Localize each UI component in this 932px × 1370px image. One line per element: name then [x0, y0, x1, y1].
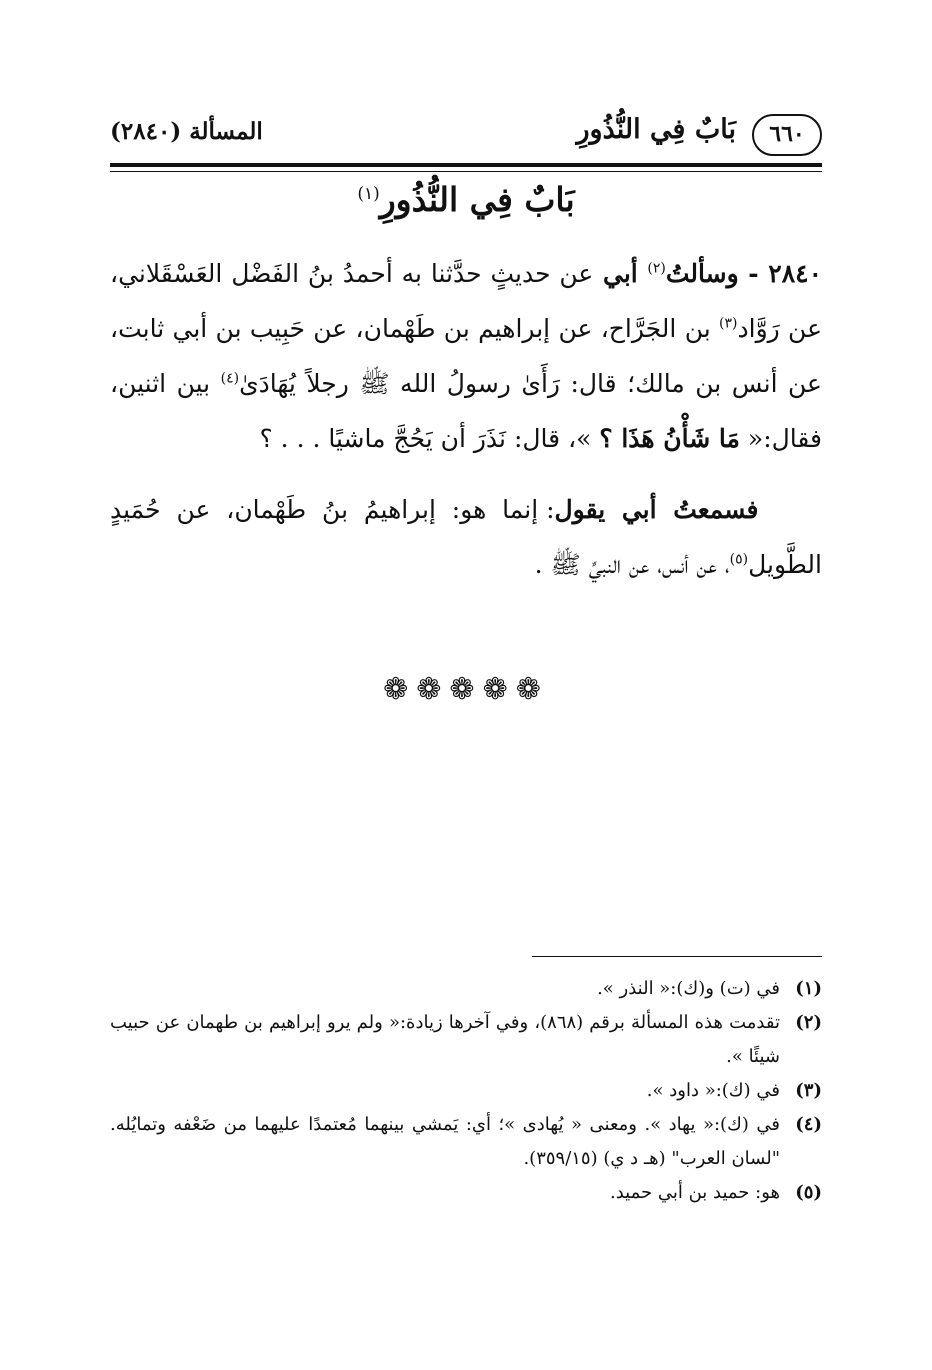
footnote-number: (٣) — [795, 1080, 822, 1101]
issue-label: المسألة (٢٨٤٠) — [110, 118, 263, 145]
text-span: ، عن أنس، عن النبيِّ ﷺ . — [534, 550, 730, 579]
footnote-ref-4: (٤) — [220, 370, 240, 387]
footnote-text: هو: حميد بن أبي حميد. — [609, 1182, 780, 1203]
narrator: أبي — [593, 259, 648, 288]
footnotes — [110, 972, 822, 1210]
footnote-separator — [532, 956, 822, 957]
footnote-ref-3: (٣) — [719, 315, 738, 332]
footnote-number: (١) — [795, 978, 822, 999]
paragraph-1 — [110, 246, 822, 466]
hadith-quote: مَا شَأْنُ هَذَا ؟ — [599, 424, 740, 453]
footnote-ref-5: (٥) — [729, 551, 749, 568]
section-ornaments: ❁❁❁❁❁ — [383, 672, 549, 707]
header-rule-thick — [110, 163, 822, 167]
paragraph-2 — [110, 482, 822, 592]
footnote-text: في (ت) و(ك):« النذر ». — [597, 978, 780, 999]
footnote-ref-2: (٢) — [647, 260, 666, 277]
footnote-number: (٤) — [795, 1114, 822, 1135]
text-span: عن حديثٍ حدَّثنا به أحمدُ بنُ الفَضْل العَسْقَلاني، عن رَوَّاد — [110, 259, 822, 343]
paragraph-lead: فسمعتُ أبي يقول — [554, 495, 759, 524]
text-span: »، قال: نَذَرَ أن يَحُجَّ ماشيًا . . . ؟ — [259, 424, 600, 453]
footnote-item — [110, 1108, 822, 1176]
footnote-item — [110, 972, 822, 1006]
footnote-item — [110, 1074, 822, 1108]
footnote-ref-1: (١) — [357, 184, 380, 204]
footnote-text: في (ك):« يهاد ». ومعنى « يُهادى »؛ أي: يَمشي بينهما مُعتمدًا عليهما من ضَعْفه وتمايُله. "لسان العرب" (هـ د ي) (٣٥٩/١٥). — [110, 1114, 780, 1169]
main-text — [110, 246, 822, 592]
footnote-text: في (ك):« داود ». — [646, 1080, 780, 1101]
footnote-text: تقدمت هذه المسألة برقم (٨٦٨)، وفي آخرها زيادة:« ولم يرو إبراهيم بن طهمان عن حبيب شيئًا ». — [110, 1012, 780, 1067]
footnote-number: (٥) — [795, 1182, 822, 1203]
running-title: بَابٌ فِي النُّذُورِ — [576, 114, 736, 145]
issue-number: ٢٨٤٠ - وسألتُ — [665, 259, 823, 288]
chapter-title: بَابٌ فِي النُّذُورِ — [379, 180, 575, 219]
chapter-heading — [110, 180, 822, 219]
footnote-item — [110, 1006, 822, 1074]
footnote-number: (٢) — [795, 1012, 822, 1033]
text-span: بين اثنين، فقال:« — [110, 369, 822, 453]
text-span: : إنما هو: إبراهيمُ بنُ طَهْمان، عن حُمَيدٍ الطَّويل — [110, 495, 822, 579]
page-header — [110, 112, 822, 160]
page-number: ٦٦٠ — [752, 114, 822, 156]
header-rule-thin — [110, 171, 822, 172]
text-span: بن الجَرَّاح، عن إبراهيم بن طَهْمان، عن حَبِيب بن أبي ثابت، عن أنس بن مالك؛ قال: رَأَىٰ رسولُ الله ﷺ رجلاً يُهَادَىٰ — [110, 314, 822, 398]
footnote-item — [110, 1176, 822, 1210]
